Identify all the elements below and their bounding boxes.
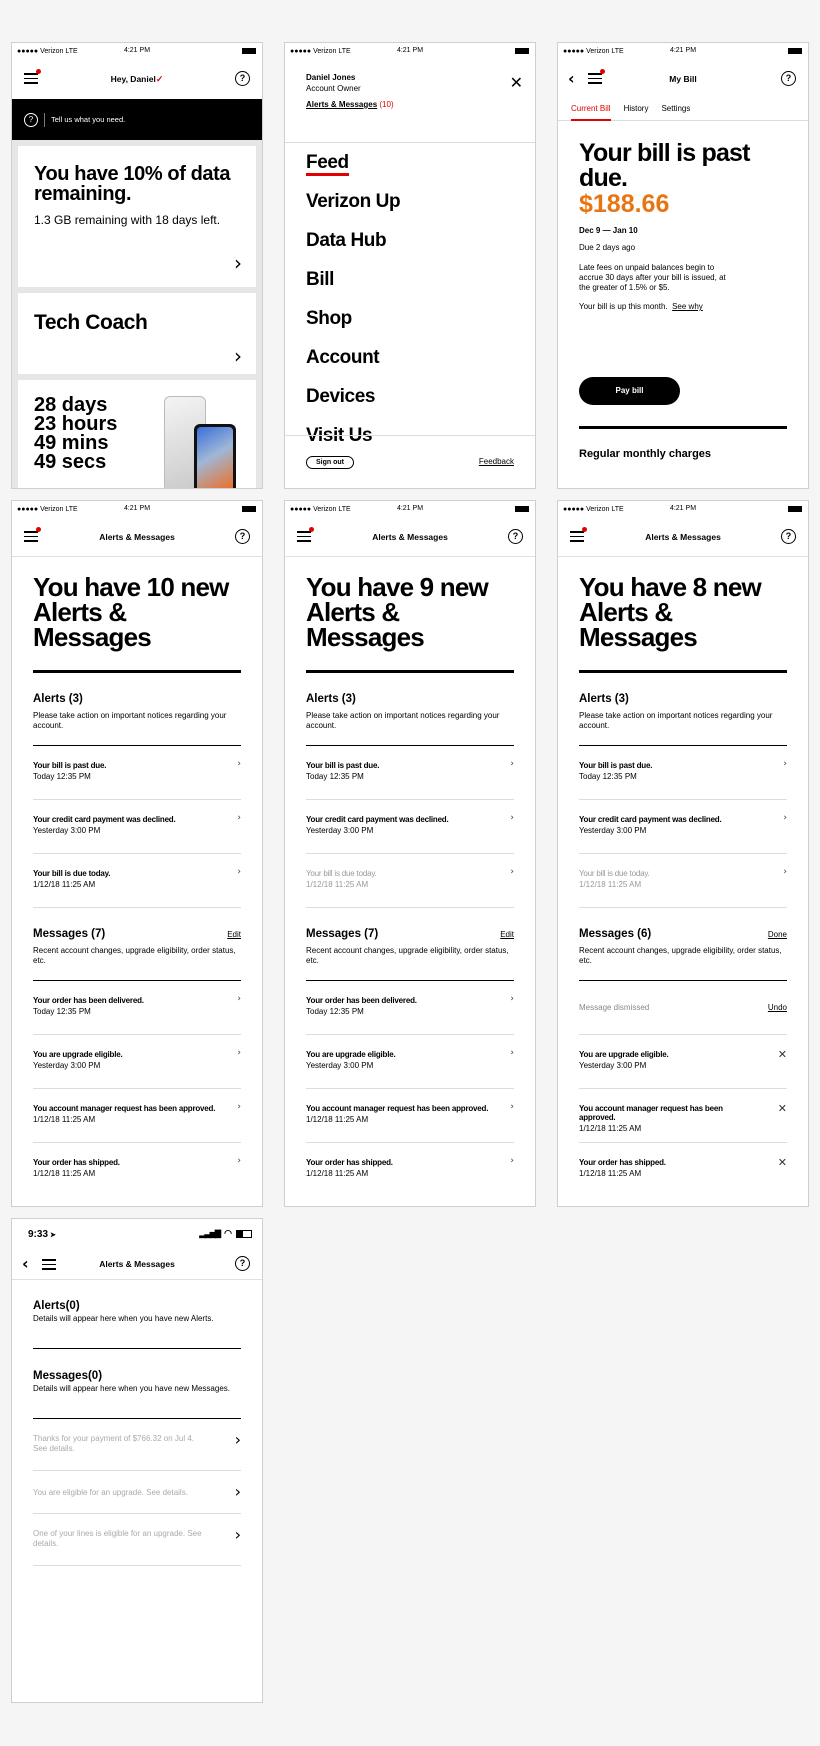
message-title: You account manager request has been approved.: [579, 1104, 723, 1122]
message-item[interactable]: [306, 1089, 514, 1143]
feedback-link[interactable]: Feedback: [478, 457, 514, 466]
menu-item-account[interactable]: Account: [306, 347, 380, 368]
dismiss-icon[interactable]: ✕: [777, 1048, 787, 1061]
clock: 4:21 PM: [396, 505, 424, 512]
sign-out-button[interactable]: Sign out: [306, 456, 354, 469]
battery-icon: [788, 506, 802, 512]
bill-tabs: [558, 99, 808, 121]
clock: 4:21 PM: [669, 505, 697, 512]
alerts-section-desc: Details will appear here when you have new Alerts.: [33, 1314, 214, 1323]
phone-alerts-8: [557, 500, 809, 1207]
alerts-section-title: Alerts (3): [306, 693, 356, 705]
pay-bill-button[interactable]: Pay bill: [579, 377, 680, 405]
message-title: Your order has been delivered.: [306, 996, 417, 1005]
greeting: Hey, Daniel: [110, 74, 156, 84]
alerts-headline: You have 9 new Alerts & Messages: [306, 572, 488, 652]
message-item[interactable]: [306, 1035, 514, 1089]
alert-date: Today 12:35 PM: [306, 772, 364, 781]
chevron-right-icon: ›: [510, 1048, 514, 1058]
bill-up-note: [579, 302, 787, 311]
nav-bar: [558, 517, 808, 557]
alert-date: Yesterday 3:00 PM: [306, 826, 374, 835]
chevron-right-icon: ›: [234, 1525, 241, 1544]
chevron-right-icon: ›: [237, 1048, 241, 1058]
message-item[interactable]: [579, 1143, 787, 1197]
close-icon[interactable]: ✕: [509, 73, 523, 92]
battery-icon: [515, 506, 529, 512]
countdown-secs: 49 secs: [34, 451, 107, 473]
bill-content: [558, 121, 808, 460]
chevron-right-icon: ›: [783, 813, 787, 823]
alerts-section-title: Alerts(0): [33, 1300, 80, 1312]
chevron-right-icon: ›: [234, 1482, 241, 1501]
message-title: You are upgrade eligible.: [306, 1050, 396, 1059]
message-date: Yesterday 3:00 PM: [33, 1061, 101, 1070]
info-row-text: One of your lines is eligible for an upgrade. See details.: [33, 1529, 202, 1548]
message-title: You are upgrade eligible.: [33, 1050, 123, 1059]
alert-item[interactable]: [579, 746, 787, 800]
divider: [306, 670, 514, 673]
tab-history[interactable]: History: [623, 104, 649, 113]
alerts-section-desc: Please take action on important notices regarding your account.: [579, 711, 773, 730]
menu-icon[interactable]: [570, 531, 584, 542]
battery-icon: [236, 1230, 252, 1238]
message-title: You are upgrade eligible.: [579, 1050, 669, 1059]
alerts-content: [558, 557, 808, 1197]
alert-title: Your bill is past due.: [579, 761, 653, 770]
done-link[interactable]: Done: [767, 930, 787, 939]
help-icon[interactable]: ?: [235, 71, 250, 86]
divider: [33, 1348, 241, 1349]
page-title: Alerts & Messages: [645, 531, 721, 542]
alert-item[interactable]: [33, 746, 241, 800]
undo-link[interactable]: Undo: [767, 1003, 787, 1012]
info-row-text: Thanks for your payment of $766.32 on Jul 4. See details.: [33, 1434, 194, 1453]
alerts-link-label: Alerts & Messages: [306, 100, 378, 109]
data-title: You have 10% of data remaining.: [34, 163, 231, 205]
edit-link[interactable]: Edit: [227, 930, 241, 939]
info-row-text: You are eligible for an upgrade. See details.: [33, 1488, 188, 1497]
menu-item-devices[interactable]: Devices: [306, 386, 376, 407]
signal-icon: ▂▃▅▇: [199, 1229, 220, 1238]
menu-icon[interactable]: [24, 531, 38, 542]
message-date: Yesterday 3:00 PM: [306, 1061, 374, 1070]
alerts-section-desc: Please take action on important notices regarding your account.: [33, 711, 227, 730]
carrier: ●●●●● Verizon LTE: [17, 505, 78, 513]
message-item[interactable]: [579, 1035, 787, 1089]
alert-item[interactable]: [306, 800, 514, 854]
carrier: ●●●●● Verizon LTE: [290, 47, 351, 55]
messages-header: [579, 928, 787, 940]
bill-range: Dec 9 — Jan 10: [579, 226, 638, 235]
message-item[interactable]: [33, 1143, 241, 1197]
messages-section-desc: Recent account changes, upgrade eligibility, order status, etc.: [579, 946, 782, 965]
messages-section-desc: Recent account changes, upgrade eligibility, order status, etc.: [306, 946, 509, 965]
alert-date: Yesterday 3:00 PM: [33, 826, 101, 835]
alert-item[interactable]: [33, 800, 241, 854]
dismiss-icon[interactable]: ✕: [777, 1102, 787, 1115]
chevron-right-icon: ›: [234, 1430, 241, 1449]
messages-header: [306, 928, 514, 940]
message-title: Your order has shipped.: [306, 1158, 393, 1167]
nav-bar: [12, 517, 262, 557]
messages-section-desc: Recent account changes, upgrade eligibility, order status, etc.: [33, 946, 236, 965]
tab-settings[interactable]: Settings: [661, 104, 691, 113]
message-item[interactable]: [33, 1089, 241, 1143]
alert-title: Your bill is past due.: [33, 761, 107, 770]
chevron-right-icon: ›: [237, 1156, 241, 1166]
message-date: 1/12/18 11:25 AM: [33, 1169, 96, 1178]
messages-section-title: Messages (6): [579, 928, 652, 940]
wifi-icon: ◠: [224, 1228, 232, 1238]
page-title: Alerts & Messages: [99, 1259, 175, 1269]
message-date: Yesterday 3:00 PM: [579, 1061, 647, 1070]
chevron-right-icon: ›: [510, 867, 514, 877]
alerts-headline: You have 8 new Alerts & Messages: [579, 572, 761, 652]
dismissed-row: [579, 981, 787, 1035]
alert-item[interactable]: [579, 800, 787, 854]
alert-title: Your credit card payment was declined.: [306, 815, 449, 824]
chevron-right-icon: ›: [234, 251, 242, 275]
clock: 9:33: [28, 1229, 49, 1240]
chevron-right-icon: ›: [237, 867, 241, 877]
alert-title: Your bill is past due.: [306, 761, 380, 770]
messages-section-title: Messages (7): [33, 928, 106, 940]
help-icon[interactable]: ?: [235, 1256, 250, 1271]
alerts-section-title: Alerts (3): [33, 693, 83, 705]
divider: [33, 670, 241, 673]
tech-coach-card[interactable]: [18, 293, 256, 374]
nav-bar: [12, 59, 262, 99]
alert-title: Your credit card payment was declined.: [33, 815, 176, 824]
message-item[interactable]: [33, 981, 241, 1035]
help-icon[interactable]: ?: [781, 529, 796, 544]
chevron-right-icon: ›: [510, 1102, 514, 1112]
alert-item[interactable]: [33, 854, 241, 908]
tell-us-bar[interactable]: [12, 99, 262, 140]
message-date: 1/12/18 11:25 AM: [306, 1115, 369, 1124]
message-date: Today 12:35 PM: [306, 1007, 364, 1016]
menu-footer: [285, 435, 535, 489]
bill-headline: Your bill is past due.: [579, 139, 750, 192]
divider: [579, 426, 787, 429]
bill-amount: $188.66: [579, 190, 670, 218]
menu-item-data-hub[interactable]: Data Hub: [306, 230, 387, 251]
menu-icon[interactable]: [588, 73, 602, 84]
chevron-right-icon: ›: [783, 867, 787, 877]
message-title: Your order has been delivered.: [33, 996, 144, 1005]
data-subtitle: 1.3 GB remaining with 18 days left.: [34, 213, 221, 227]
alert-date: 1/12/18 11:25 AM: [33, 880, 96, 889]
message-item[interactable]: [306, 981, 514, 1035]
dismissed-text: Message dismissed: [579, 1003, 650, 1012]
alert-date: 1/12/18 11:25 AM: [579, 880, 642, 889]
message-title: Your order has shipped.: [579, 1158, 666, 1167]
message-item[interactable]: [306, 1143, 514, 1197]
menu-icon[interactable]: [24, 73, 38, 84]
message-date: 1/12/18 11:25 AM: [579, 1124, 642, 1133]
data-card[interactable]: [18, 146, 256, 287]
menu-label: Feed: [306, 152, 349, 176]
battery-icon: [788, 48, 802, 54]
messages-section-desc: Details will appear here when you have new Messages.: [33, 1384, 230, 1393]
nav-bar: [285, 517, 535, 557]
location-icon: ➤: [48, 1232, 56, 1239]
message-title: You account manager request has been approved.: [33, 1104, 216, 1113]
status-bar: [12, 43, 262, 59]
status-bar: [558, 501, 808, 517]
chevron-right-icon: ›: [783, 759, 787, 769]
bill-due: Due 2 days ago: [579, 243, 636, 252]
menu-item-verizon-up[interactable]: Verizon Up: [306, 191, 401, 212]
info-row[interactable]: [33, 1471, 241, 1514]
alerts-section-title: Alerts (3): [579, 693, 629, 705]
see-why-link[interactable]: See why: [672, 302, 703, 311]
late-fee-note: Late fees on unpaid balances begin to accrue 30 days after your bill is issued, at the greater of 1.5% or $5.: [579, 263, 726, 292]
help-icon[interactable]: ?: [781, 71, 796, 86]
messages-section-title: Messages(0): [33, 1370, 103, 1382]
chevron-right-icon: ›: [237, 994, 241, 1004]
edit-link[interactable]: Edit: [500, 930, 514, 939]
alert-title: Your bill is due today.: [579, 869, 650, 878]
help-icon[interactable]: ?: [235, 529, 250, 544]
chevron-right-icon: ›: [510, 759, 514, 769]
clock: 4:21 PM: [396, 47, 424, 54]
page-title: My Bill: [669, 74, 697, 84]
chat-icon: ?: [24, 113, 38, 127]
back-icon[interactable]: ‹: [568, 69, 575, 88]
info-row[interactable]: [33, 1514, 241, 1566]
carrier: ●●●●● Verizon LTE: [17, 47, 78, 55]
menu-item-visit-us[interactable]: Visit Us: [306, 425, 373, 446]
battery-icon: [242, 48, 256, 54]
phone-alerts-10: [11, 500, 263, 1207]
alert-date: Today 12:35 PM: [33, 772, 91, 781]
chevron-right-icon: ›: [234, 344, 242, 368]
tell-us-text: Tell us what you need.: [51, 115, 126, 124]
page-title: Alerts & Messages: [99, 531, 175, 542]
bill-up-text: Your bill is up this month.: [579, 302, 668, 311]
chevron-right-icon: ›: [237, 759, 241, 769]
help-icon[interactable]: ?: [508, 529, 523, 544]
divider: [579, 670, 787, 673]
countdown-days: 28 days: [34, 394, 108, 416]
account-header: [285, 59, 535, 143]
countdown-mins: 49 mins: [34, 432, 109, 454]
messages-section-title: Messages (7): [306, 928, 379, 940]
alert-title: Your bill is due today.: [306, 869, 377, 878]
info-row[interactable]: [33, 1419, 241, 1471]
clock: 4:21 PM: [123, 505, 151, 512]
message-date: Today 12:35 PM: [33, 1007, 91, 1016]
menu-item-feed[interactable]: [306, 149, 514, 188]
messages-header: [33, 928, 241, 940]
phone-alerts-empty: [11, 1218, 263, 1703]
battery-icon: [242, 506, 256, 512]
clock: 4:21 PM: [669, 47, 697, 54]
alert-title: Your bill is due today.: [33, 869, 111, 878]
alert-title: Your credit card payment was declined.: [579, 815, 722, 824]
alert-date: Yesterday 3:00 PM: [579, 826, 647, 835]
countdown-hours: 23 hours: [34, 413, 118, 435]
alert-item-read[interactable]: [579, 854, 787, 908]
status-bar: [285, 43, 535, 59]
menu-icon[interactable]: [42, 1259, 56, 1270]
status-bar: [12, 501, 262, 517]
menu-icon[interactable]: [297, 531, 311, 542]
main-menu: [285, 143, 535, 452]
countdown-card[interactable]: [18, 380, 256, 489]
empty-content: [12, 1280, 262, 1566]
phone-menu: [284, 42, 536, 489]
carrier: ●●●●● Verizon LTE: [563, 505, 624, 513]
clock: 4:21 PM: [123, 47, 151, 54]
status-bar: [12, 1219, 262, 1249]
chevron-right-icon: ›: [510, 1156, 514, 1166]
check-icon: ✓: [155, 73, 164, 84]
page-title: Alerts & Messages: [372, 531, 448, 542]
regular-charges-heading: Regular monthly charges: [579, 448, 712, 460]
status-bar: [285, 501, 535, 517]
menu-item-bill[interactable]: Bill: [306, 269, 334, 290]
message-item[interactable]: [579, 1089, 787, 1143]
message-date: 1/12/18 11:25 AM: [579, 1169, 642, 1178]
alert-date: 1/12/18 11:25 AM: [306, 880, 369, 889]
chevron-right-icon: ›: [237, 1102, 241, 1112]
dismiss-icon[interactable]: ✕: [777, 1156, 787, 1169]
account-role: Account Owner: [306, 84, 361, 93]
alert-item-read[interactable]: [306, 854, 514, 908]
message-item[interactable]: [33, 1035, 241, 1089]
phone-bill: [557, 42, 809, 489]
nav-bar: [558, 59, 808, 99]
phone-alerts-9: [284, 500, 536, 1207]
message-date: 1/12/18 11:25 AM: [306, 1169, 369, 1178]
chevron-right-icon: ›: [237, 813, 241, 823]
alert-item[interactable]: [306, 746, 514, 800]
message-title: Your order has shipped.: [33, 1158, 120, 1167]
phone-image: [164, 396, 236, 489]
chevron-right-icon: ›: [510, 813, 514, 823]
alert-date: Today 12:35 PM: [579, 772, 637, 781]
nav-bar: [12, 1249, 262, 1280]
alerts-count: (10): [379, 100, 394, 109]
carrier: ●●●●● Verizon LTE: [563, 47, 624, 55]
status-bar: [558, 43, 808, 59]
battery-icon: [515, 48, 529, 54]
menu-item-shop[interactable]: Shop: [306, 308, 352, 329]
alerts-link[interactable]: [306, 100, 514, 109]
alerts-headline: You have 10 new Alerts & Messages: [33, 572, 229, 652]
carrier: ●●●●● Verizon LTE: [290, 505, 351, 513]
alerts-section-desc: Please take action on important notices regarding your account.: [306, 711, 500, 730]
phone-home: [11, 42, 263, 489]
tech-coach-title: Tech Coach: [34, 311, 148, 334]
message-title: You account manager request has been approved.: [306, 1104, 489, 1113]
chevron-right-icon: ›: [510, 994, 514, 1004]
alerts-content: [285, 557, 535, 1197]
back-icon[interactable]: ‹: [22, 1254, 29, 1273]
account-name: Daniel Jones: [306, 73, 356, 82]
message-date: 1/12/18 11:25 AM: [33, 1115, 96, 1124]
tab-current-bill[interactable]: Current Bill: [571, 99, 611, 121]
alerts-content: [12, 557, 262, 1197]
